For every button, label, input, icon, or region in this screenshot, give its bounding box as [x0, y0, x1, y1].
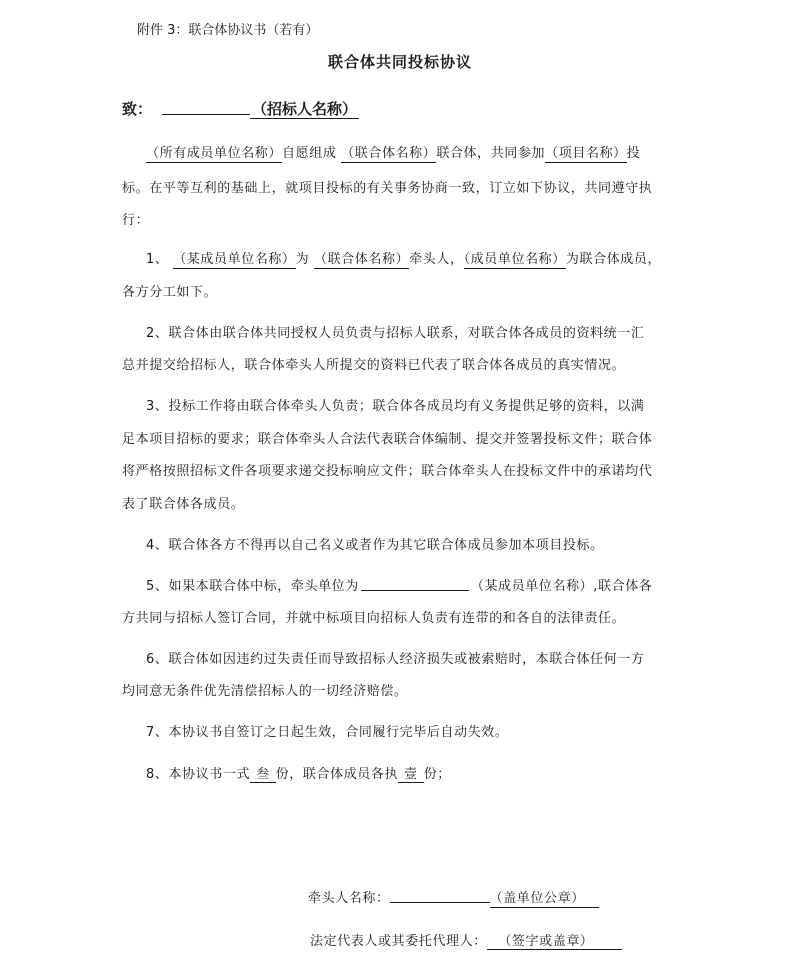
intro-line-3: 行： — [122, 213, 150, 228]
clause-1-line-2: 各方分工如下。 — [122, 285, 218, 300]
clause-8-text-3: 份； — [423, 767, 451, 782]
clause-3-line-2: 足本项目招标的要求；联合体牵头人合法代表联合体编制、提交并签署投标文件；联合体 — [122, 432, 653, 447]
clause-6-line-2: 均同意无条件优先清偿招标人的一切经济赔偿。 — [122, 684, 408, 699]
clause-7-line-1: 7、本协议书自签订之日起生效，合同履行完毕后自动失效。 — [146, 725, 509, 740]
intro-line-1 — [146, 142, 640, 161]
copies-count: 叁 — [250, 767, 276, 783]
clause-1-text-3: 为联合体成员， — [565, 252, 662, 267]
clause-1-consortium-placeholder: （联合体名称） — [313, 252, 410, 267]
attachment-label: 附件 3：联合体协议书（若有） — [137, 23, 319, 38]
lead-unit-blank — [361, 578, 469, 591]
each-count: 壹 — [398, 767, 424, 783]
representative-signature-line — [310, 930, 622, 949]
clause-1-text-2: 牵头人， — [409, 252, 464, 267]
clause-5-line-1 — [146, 575, 652, 594]
intro-line-2: 标。在平等互利的基础上，就项目投标的有关事务协商一致，订立如下协议，共同遵守执 — [122, 181, 653, 196]
member-placeholder: （成员单位名称） — [463, 252, 566, 267]
clause-4-line-1: 4、联合体各方不得再以自己名义或者作为其它联合体成员参加本项目投标。 — [146, 538, 604, 553]
recipient-placeholder: （招标人名称） — [252, 100, 358, 118]
document-title: 联合体共同投标协议 — [327, 53, 472, 71]
clause-1-number: 1、 — [146, 252, 169, 267]
lead-signature-line — [308, 887, 599, 906]
project-placeholder: （项目名称） — [545, 146, 627, 161]
clause-2-line-2: 总并提交给招标人，联合体牵头人所提交的资料已代表了联合体各成员的真实情况。 — [122, 358, 626, 373]
clause-8-line-1 — [146, 763, 451, 782]
clause-1-text-1: 为 — [295, 252, 310, 267]
clause-8-text-2: 份，联合体成员各执 — [275, 767, 399, 782]
representative-label: 法定代表人或其委托代理人： — [310, 934, 487, 949]
clause-2-line-1: 2、联合体由联合体共同授权人员负责与招标人联系，对联合体各成员的资料统一汇 — [146, 326, 645, 341]
recipient-label: 致： — [122, 100, 153, 118]
recipient-blank — [162, 100, 250, 115]
lead-member-placeholder: （某成员单位名称） — [173, 252, 296, 267]
clause-5-line-2: 方共同与招标人签订合同，并就中标项目向招标人负责有连带的和各自的法律责任。 — [122, 611, 626, 626]
intro-text-2: 联合体，共同参加 — [436, 146, 546, 161]
clause-1-line-1 — [146, 248, 661, 267]
clause-3-line-1: 3、投标工作将由联合体牵头人负责；联合体各成员均有义务提供足够的资料，以满 — [146, 399, 645, 414]
clause-3-line-3: 将严格按照招标文件各项要求递交投标响应文件；联合体牵头人在投标文件中的承诺均代 — [122, 464, 653, 479]
clause-5-text-1: 5、如果本联合体中标，牵头单位为 — [146, 579, 359, 594]
lead-name-label: 牵头人名称： — [308, 891, 390, 906]
intro-text-1: 自愿组成 — [282, 146, 337, 161]
representative-sign-hint: （签字或盖章） — [487, 934, 622, 950]
members-placeholder: （所有成员单位名称） — [146, 146, 283, 161]
clause-5-text-2: （某成员单位名称）,联合体各 — [470, 579, 653, 594]
consortium-placeholder: （联合体名称） — [341, 146, 437, 161]
recipient-line — [122, 98, 359, 119]
intro-text-3: 投 — [626, 146, 641, 161]
lead-seal-hint: （盖单位公章） — [490, 891, 599, 908]
lead-seal-blank — [390, 890, 490, 903]
clause-6-line-1: 6、联合体如因违约过失责任而导致招标人经济损失或被索赔时，本联合体任何一方 — [146, 652, 645, 667]
clause-8-text-1: 8、本协议书一式 — [146, 767, 251, 782]
clause-3-line-4: 表了联合体各成员。 — [122, 497, 245, 512]
